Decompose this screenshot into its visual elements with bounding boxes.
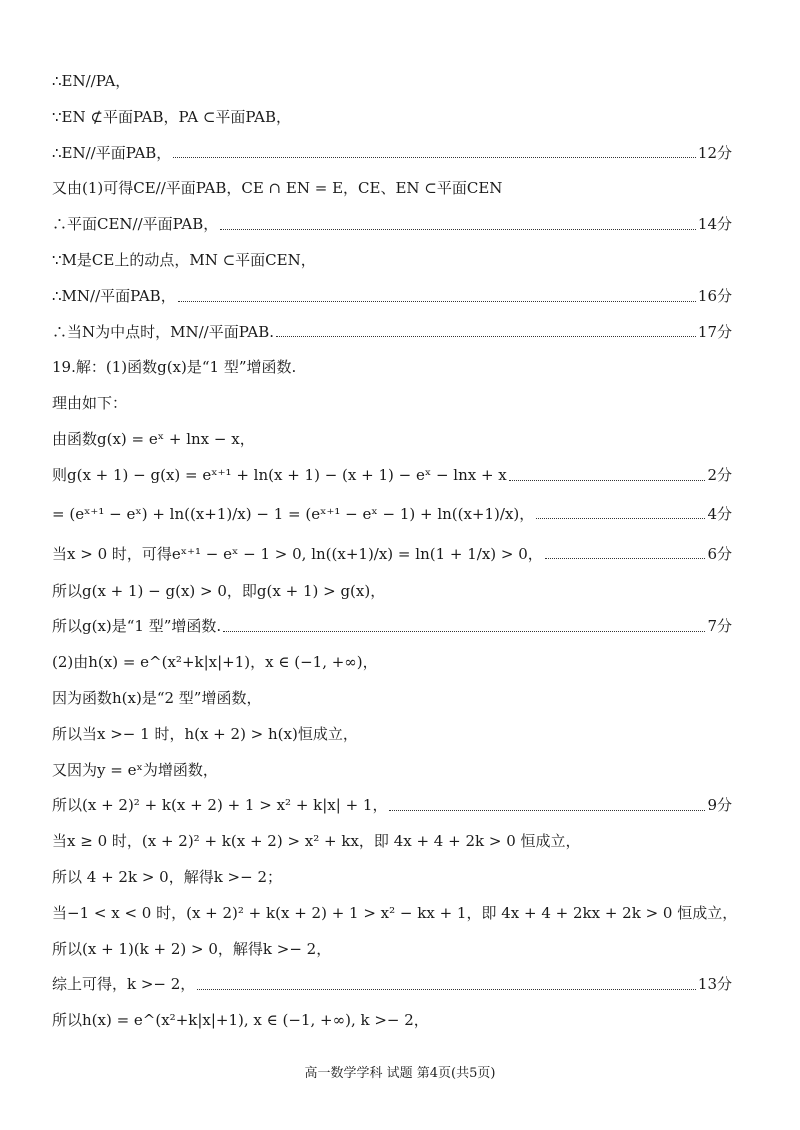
score: 12分 <box>697 143 732 162</box>
solution-line: 所以(x + 1)(k + 2) > 0，解得k >− 2， <box>52 939 332 958</box>
solution-line: 19.解：(1)函数g(x)是“1 型”增函数. <box>52 358 297 377</box>
leader-dots <box>545 557 706 559</box>
solution-line: 所以g(x)是“1 型”增函数. 7分 <box>52 609 732 645</box>
page-footer: 高一数学学科 试题 第4页(共5页) <box>304 1066 496 1081</box>
leader-dots <box>389 809 705 811</box>
score: 16分 <box>697 286 732 305</box>
leader-dots <box>509 479 706 481</box>
solution-line: ∴当N为中点时，MN//平面PAB. 17分 <box>52 315 732 351</box>
solution-line: = (eˣ⁺¹ − eˣ) + ln((x+1)/x) − 1 = (eˣ⁺¹ − eˣ − 1) + ln((x+1)/x)， 4分 <box>52 494 732 534</box>
solution-line: ∵EN ⊄平面PAB，PA ⊂平面PAB， <box>52 107 291 126</box>
solution-line: 由函数g(x) = eˣ + lnx − x， <box>52 429 255 448</box>
score: 2分 <box>707 465 732 484</box>
solution-body <box>52 64 738 1039</box>
leader-dots <box>223 630 705 632</box>
solution-line: 综上可得，k >− 2， 13分 <box>52 967 732 1003</box>
score: 9分 <box>707 796 732 815</box>
solution-line: 所以g(x + 1) − g(x) > 0，即g(x + 1) > g(x)， <box>52 581 386 600</box>
leader-dots <box>178 300 696 302</box>
solution-line: (2)由h(x) = e^(x²+k|x|+1)，x ∈ (−1, +∞)， <box>52 653 378 672</box>
solution-line: ∵M是CE上的动点，MN ⊂平面CEN， <box>52 250 316 269</box>
solution-line: 理由如下： <box>52 394 128 413</box>
solution-line: ∴EN//平面PAB， 12分 <box>52 136 732 172</box>
score: 13分 <box>697 975 732 994</box>
solution-line: ∴MN//平面PAB， 16分 <box>52 279 732 315</box>
score: 6分 <box>707 544 732 563</box>
solution-line: 所以(x + 2)² + k(x + 2) + 1 > x² + k|x| + 1， 9分 <box>52 788 732 824</box>
solution-line: ∴平面CEN//平面PAB， 14分 <box>52 207 732 243</box>
solution-line: ∴EN//PA， <box>52 72 131 90</box>
solution-line: 当x ≥ 0 时，(x + 2)² + k(x + 2) > x² + kx，即 4x + 4 + 2k > 0 恒成立， <box>52 832 581 851</box>
solution-line: 因为函数h(x)是“2 型”增函数， <box>52 688 262 707</box>
leader-dots <box>173 156 696 158</box>
solution-line: 则g(x + 1) − g(x) = eˣ⁺¹ + ln(x + 1) − (x + 1) − eˣ − lnx + x 2分 <box>52 458 732 494</box>
solution-line: 所以当x >− 1 时，h(x + 2) > h(x)恒成立， <box>52 724 358 743</box>
solution-line: 所以 4 + 2k > 0，解得k >− 2； <box>52 867 283 886</box>
solution-line: 又因为y = eˣ为增函数， <box>52 760 218 779</box>
solution-line: 当−1 < x < 0 时，(x + 2)² + k(x + 2) + 1 > x² − kx + 1，即 4x + 4 + 2kx + 2k > 0 恒成立， <box>52 903 738 922</box>
leader-dots <box>536 517 705 519</box>
score: 7分 <box>707 617 732 636</box>
leader-dots <box>220 228 696 230</box>
solution-line: 所以h(x) = e^(x²+k|x|+1), x ∈ (−1, +∞), k >− 2， <box>52 1011 429 1030</box>
solution-line: 当x > 0 时，可得eˣ⁺¹ − eˣ − 1 > 0, ln((x+1)/x) = ln(1 + 1/x) > 0， 6分 <box>52 534 732 574</box>
score: 14分 <box>697 215 732 234</box>
solution-line: 又由(1)可得CE//平面PAB，CE ∩ EN = E，CE、EN ⊂平面CEN <box>52 179 503 198</box>
score: 17分 <box>697 322 732 341</box>
leader-dots <box>276 335 696 337</box>
leader-dots <box>197 988 696 990</box>
score: 4分 <box>707 504 732 523</box>
